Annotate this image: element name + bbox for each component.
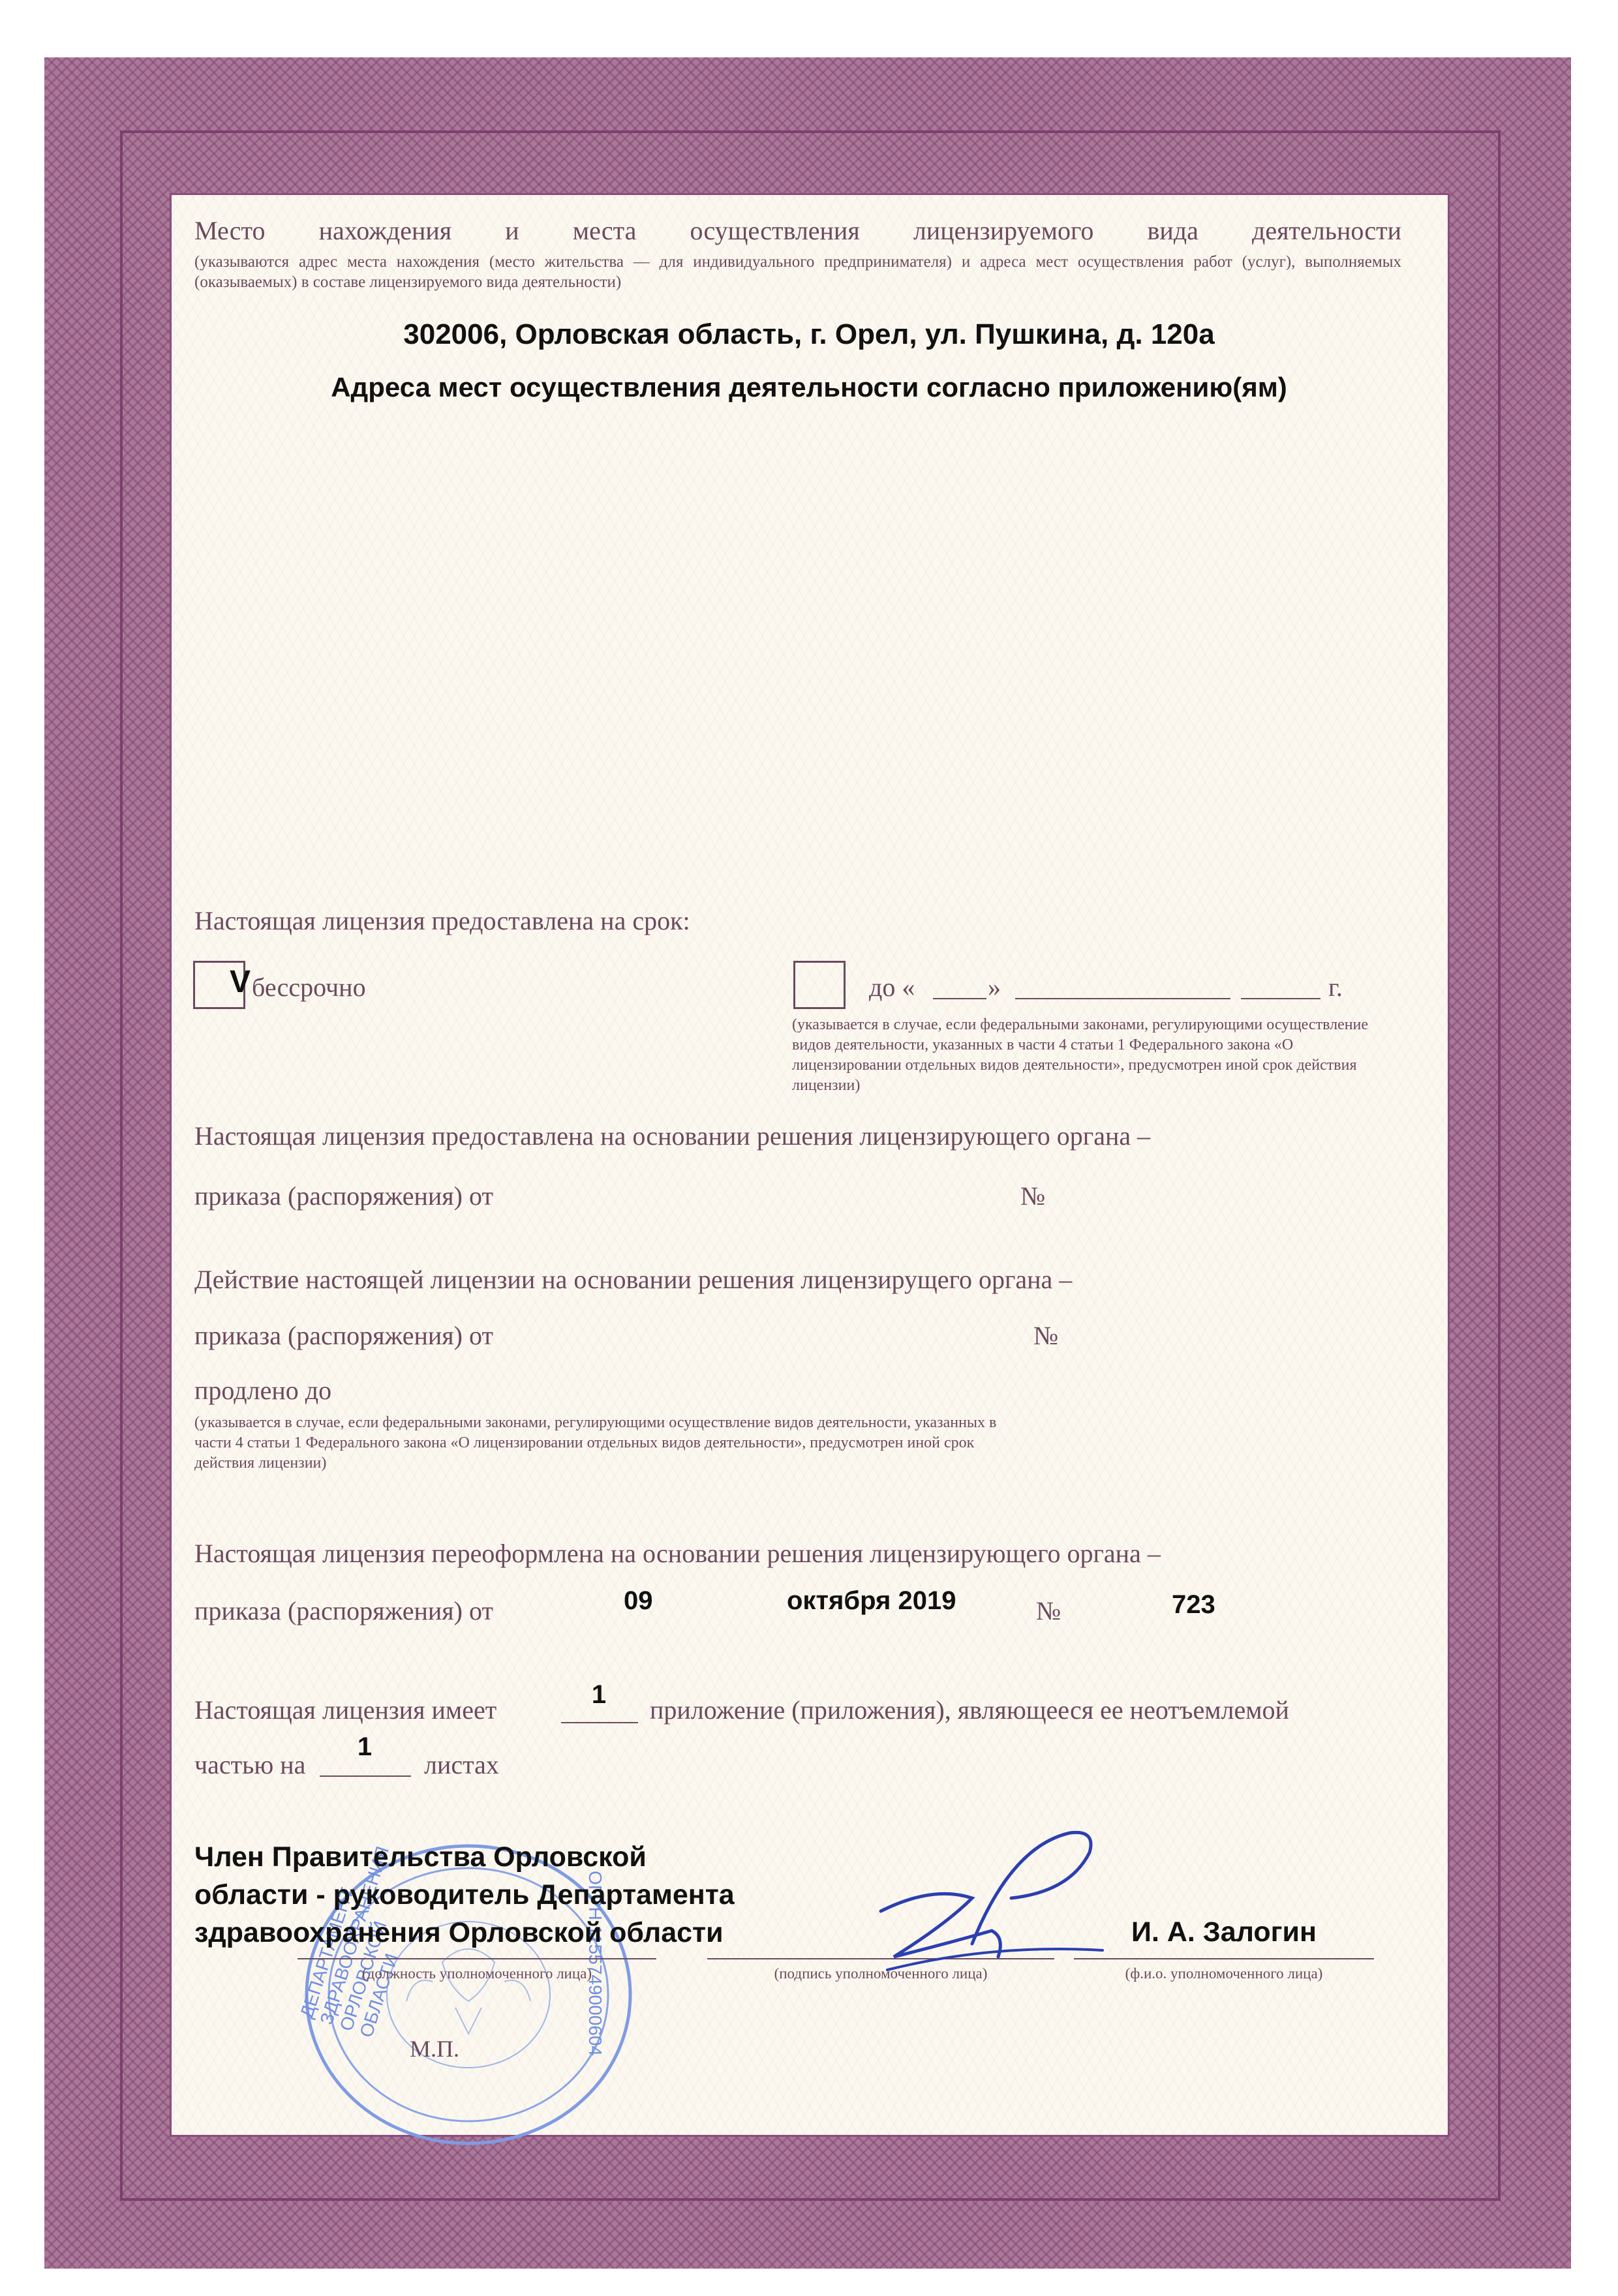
license-address: 302006, Орловская область, г. Орел, ул. Пушкина, д. 120а [403,318,1215,350]
reissue-line2: приказа (распоряжения) от [194,1596,493,1625]
location-note: (указываются адрес места нахождения (место жительства — для индивидуального предпринимателя) и адреса мест осуществления работ (услуг), выполняемых (оказываемых) в составе лицензируемого вида деятельности) [194,253,1401,291]
basis-line2: приказа (распоряжения) от [194,1181,493,1211]
position-line2: области - руководитель Департамента [194,1879,735,1911]
name-line [1074,1958,1374,1959]
extension-line1: Действие настоящей лицензии на основании решения лицензирущего органа – [194,1265,1073,1294]
until-month-line [1015,998,1230,999]
extended-until: продлено до [194,1376,332,1405]
position-line [298,1958,656,1959]
position-line1: Член Правительства Орловской [194,1841,647,1873]
until-year-line [1241,998,1320,999]
appendix-count: 1 [591,1680,607,1709]
reissue-month-year: октября 2019 [787,1586,956,1615]
term-heading: Настоящая лицензия предоставлена на срок: [194,906,690,935]
appendix-count-line [561,1722,638,1723]
basis-number-sign: № [1020,1181,1046,1211]
signature-caption: (подпись уполномоченного лица) [774,1965,988,1982]
appendix-sheets-line [320,1775,411,1777]
appendix-sheets: 1 [357,1732,373,1761]
until-note: (указывается в случае, если федеральными законами, регулирующими осуществление видов деятельности, указанных в части 4 статьи 1 Федерального закона «О лицензировании отдельных видов деятельности», предусмотрен иной срок действия лицензии) [792,1016,1369,1094]
year-suffix: г. [1328,973,1343,1002]
until-label: до « [869,973,915,1002]
extension-note: (указывается в случае, если федеральными законами, регулирующими осуществление видов деятельности, указанных в части 4 статьи 1 Федерального закона «О лицензировании отдельных видов деятельности», предусмотрен иной срок действия лицензии) [194,1414,997,1472]
reissue-day: 09 [624,1586,653,1615]
appendix-text-before: Настоящая лицензия имеет [194,1695,497,1725]
addresses-reference: Адреса мест осуществления деятельности согласно приложению(ям) [331,372,1287,402]
appendix-line2-after: листах [424,1750,499,1779]
appendix-text-after: приложение (приложения), являющееся ее неотъемлемой [650,1695,1289,1725]
position-title [194,1838,735,1952]
seal-place-label: М.П. [410,2036,460,2062]
handwritten-signature [861,1826,1187,1983]
signatory-name: И. А. Залогин [1131,1916,1317,1948]
stamp-outer-text: ДЕПАРТАМЕНТ ЗДРАВООХРАНЕНИЯ ОРЛОВСКОЙ ОБЛАСТИ [296,1843,402,2040]
reissue-number: 723 [1172,1590,1215,1619]
appendix-line2-before: частью на [194,1750,306,1779]
position-line3: здравоохранения Орловской области [194,1917,724,1948]
basis-line1: Настоящая лицензия предоставлена на основании решения лицензирующего органа – [194,1121,1151,1151]
until-day-line [933,998,986,999]
location-heading: Место нахождения и места осуществления лицензируемого вида деятельности [194,216,1401,245]
until-checkbox[interactable] [793,961,846,1009]
name-caption: (ф.и.о. уполномоченного лица) [1125,1965,1323,1982]
unlimited-label: бессрочно [252,973,366,1002]
extension-number-sign: № [1033,1321,1059,1350]
reissue-line1: Настоящая лицензия переоформлена на основании решения лицензирующего органа – [194,1539,1161,1568]
stamp-ogrn: ОГРН 1155749000604 [585,1871,605,2056]
until-quote-close: » [988,973,1001,1002]
check-mark: V [230,965,251,999]
reissue-number-sign: № [1036,1596,1061,1625]
extension-line2: приказа (распоряжения) от [194,1321,493,1350]
position-caption: (должность уполномоченного лица) [361,1965,592,1982]
